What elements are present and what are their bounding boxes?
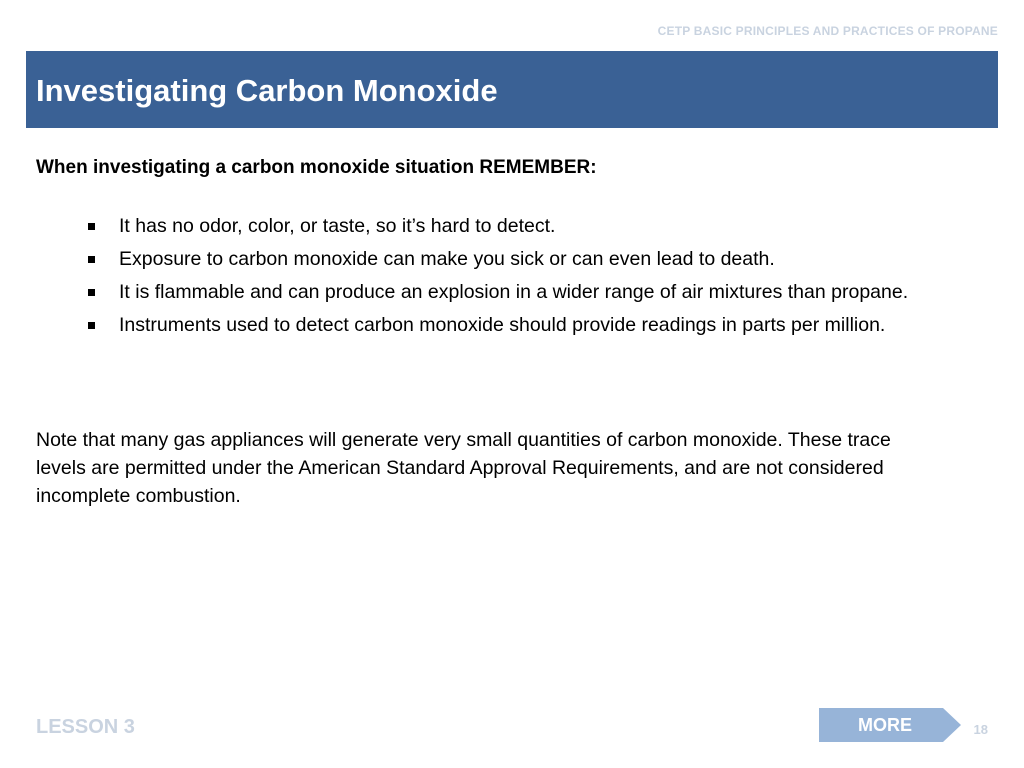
square-bullet-icon xyxy=(88,223,95,230)
intro-text: When investigating a carbon monoxide situation REMEMBER: xyxy=(36,157,597,178)
title-bar xyxy=(26,51,998,128)
bullet-item xyxy=(82,279,922,306)
note-paragraph: Note that many gas appliances will generate very small quantities of carbon monoxide. These trace levels are permitted under the American Standard Approval Requirements, and are not considered incomplete combustion. xyxy=(36,429,891,507)
bullet-item xyxy=(82,312,922,339)
slide-title: Investigating Carbon Monoxide xyxy=(36,73,498,108)
square-bullet-icon xyxy=(88,289,95,296)
square-bullet-icon xyxy=(88,256,95,263)
page-number: 18 xyxy=(973,722,988,737)
square-bullet-icon xyxy=(88,322,95,329)
more-button[interactable] xyxy=(819,708,961,742)
bullet-text: It has no odor, color, or taste, so it’s hard to detect. xyxy=(119,215,556,237)
bullet-list xyxy=(82,213,922,345)
bullet-item xyxy=(82,246,922,273)
bullet-text: It is flammable and can produce an explosion in a wider range of air mixtures than propane. xyxy=(119,281,909,303)
bullet-item xyxy=(82,213,922,240)
bullet-text: Instruments used to detect carbon monoxide should provide readings in parts per million. xyxy=(119,314,886,336)
course-title: CETP BASIC PRINCIPLES AND PRACTICES OF PROPANE xyxy=(657,24,998,38)
more-button-label: MORE xyxy=(858,715,912,735)
lesson-label: LESSON 3 xyxy=(36,716,135,738)
bullet-text: Exposure to carbon monoxide can make you sick or can even lead to death. xyxy=(119,248,775,270)
